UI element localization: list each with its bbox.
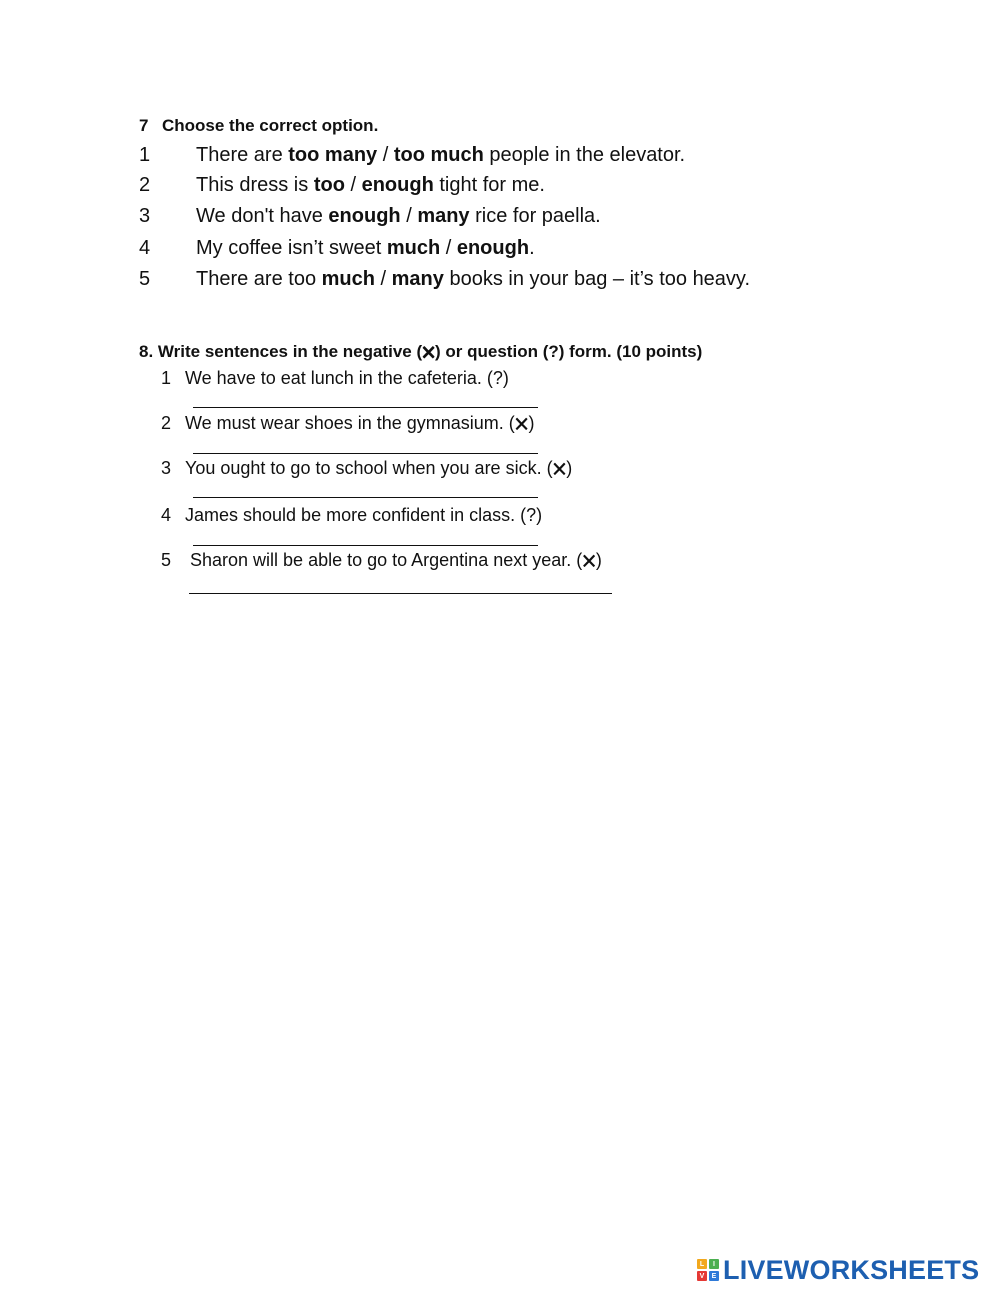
exercise-8-item [161,504,542,526]
answer-option: much [386,237,441,259]
item-sentence: James should be more confident in class. (?) [185,505,543,525]
sentence-text: rice for paella. [469,205,601,227]
exercise-instruction: Choose the correct option. [162,116,379,135]
exercise-8-item [161,549,602,571]
answer-option: many [417,205,470,227]
sentence-text: . [529,237,535,259]
logo-text: LIVEWORKSHEETS [723,1254,980,1285]
sentence-text: / [344,174,362,196]
item-sentence [196,204,601,228]
answer-option: too much [393,144,484,166]
item-number: 1 [161,368,172,388]
answer-blank[interactable] [193,545,538,546]
item-sentence [196,173,545,197]
live-icon [697,1259,719,1281]
item-number: 4 [139,237,151,259]
sentence-text: My coffee isn’t sweet [196,237,387,259]
sentence-text: / [400,205,418,227]
answer-blank[interactable] [193,497,538,498]
sentence-text: There are too [196,268,322,290]
item-number: 5 [161,550,172,570]
logo-tile: I [709,1259,719,1269]
item-sentence [196,236,535,260]
exercise-8-item [161,457,572,479]
sentence-text: There are [196,144,289,166]
item-sentence [196,267,750,291]
sentence-text: / [377,144,394,166]
item-number: 1 [139,144,151,166]
exercise-7-title [139,116,378,136]
answer-option: too many [288,144,378,166]
item-sentence: Sharon will be able to go to Argentina next year. (🗙) [185,550,602,570]
item-sentence [196,143,685,167]
answer-option: enough [361,174,434,196]
item-sentence: We have to eat lunch in the cafeteria. (?) [185,368,509,388]
answer-option: many [391,268,444,290]
exercise-8-item [161,367,509,389]
answer-option: enough [456,237,530,259]
sentence-text: books in your bag – it’s too heavy. [443,268,751,290]
answer-option: too [313,174,345,196]
answer-blank[interactable] [189,593,612,594]
sentence-text: / [374,268,392,290]
sentence-text: / [440,237,457,259]
sentence-text: We don't have [196,205,329,227]
item-number: 2 [139,174,151,196]
exercise-8-title: 8. Write sentences in the negative (🗙) or question (?) form. (10 points) [139,342,703,361]
exercise-number: 7 [139,116,149,135]
sentence-text: tight for me. [433,174,545,196]
liveworksheets-logo [697,1254,979,1286]
item-number: 5 [139,268,151,290]
sentence-text: This dress is [196,174,314,196]
answer-blank[interactable] [193,407,538,408]
item-number: 3 [139,205,151,227]
logo-tile: V [697,1271,707,1281]
sentence-text: people in the elevator. [483,144,686,166]
item-sentence: We must wear shoes in the gymnasium. (🗙) [185,413,535,433]
logo-tile: L [697,1259,707,1269]
item-sentence: You ought to go to school when you are sick. (🗙) [185,458,573,478]
exercise-8-item [161,412,534,434]
answer-blank[interactable] [193,453,538,454]
answer-option: much [321,268,375,290]
item-number: 3 [161,458,172,478]
item-number: 2 [161,413,172,433]
logo-tile: E [709,1271,719,1281]
answer-option: enough [328,205,401,227]
item-number: 4 [161,505,172,525]
